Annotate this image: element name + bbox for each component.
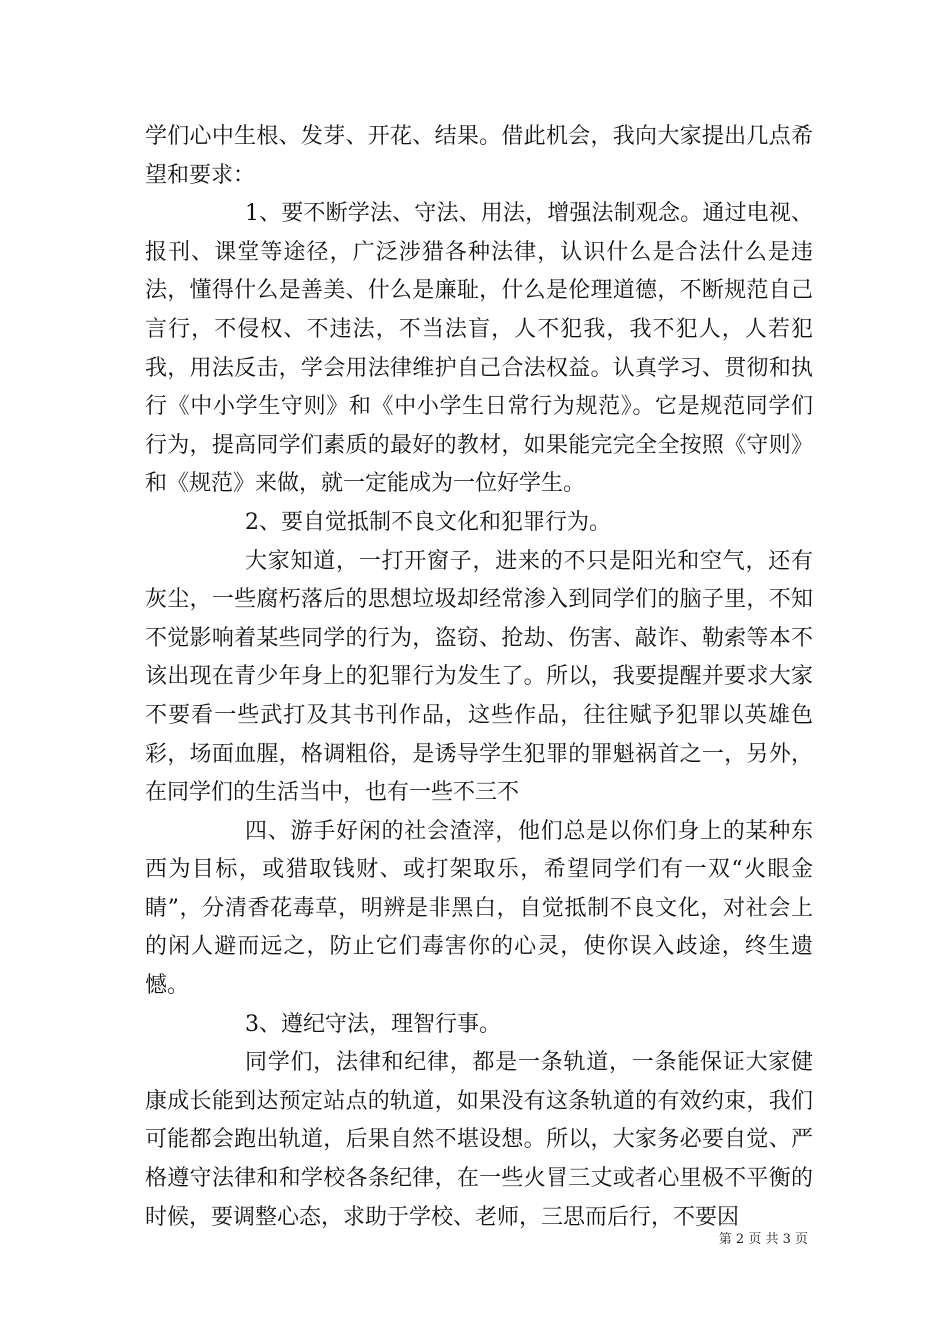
document-body [145, 118, 813, 1237]
paragraph-point-3-body: 同学们，法律和纪律，都是一条轨道，一条能保证大家健康成长能到达预定站点的轨道，如果没有这条轨道的有效约束，我们可能都会跑出轨道，后果自然不堪设想。所以，大家务必要自觉、严格遵守法律和和学校各条纪律，在一些火冒三丈或者心里极不平衡的时候，要调整心态，求助于学校、老师，三思而后行，不要因 [145, 1050, 813, 1230]
paragraph-point-3-heading: 3、遵纪守法，理智行事。 [245, 1011, 501, 1037]
paragraph-point-2-heading: 2、要自觉抵制不良文化和犯罪行为。 [245, 509, 611, 535]
page-number: 第 2 页 共 3 页 [718, 1232, 808, 1247]
paragraph-continuation: 学们心中生根、发芽、开花、结果。借此机会，我向大家提出几点希望和要求： [145, 124, 813, 188]
paragraph-point-2-body: 大家知道，一打开窗子，进来的不只是阳光和空气，还有灰尘，一些腐朽落后的思想垃圾却经常渗入到同学们的脑子里，不知不觉影响着某些同学的行为，盗窃、抢劫、伤害、敲诈、勒索等本不该出现在青少年身上的犯罪行为发生了。所以，我要提醒并要求大家不要看一些武打及其书刊作品，这些作品，往往赋予犯罪以英雄色彩，场面血腥，格调粗俗，是诱导学生犯罪的罪魁祸首之一，另外，在同学们的生活当中，也有一些不三不 [145, 548, 813, 806]
paragraph-point-1: 1、要不断学法、守法、用法，增强法制观念。通过电视、报刊、课堂等途径，广泛涉猎各种法律，认识什么是合法什么是违法，懂得什么是善美、什么是廉耻，什么是伦理道德，不断规范自己言行，不侵权、不违法，不当法盲，人不犯我，我不犯人，人若犯我，用法反击，学会用法律维护自己合法权益。认真学习、贯彻和执行《中小学生守则》和《中小学生日常行为规范》。它是规范同学们行为，提高同学们素质的最好的教材，如果能完完全全按照《守则》和《规范》来做，就一定能成为一位好学生。 [145, 201, 813, 497]
paragraph-point-2-continued: 四、游手好闲的社会渣滓，他们总是以你们身上的某种东西为目标，或猎取钱财、或打架取乐，希望同学们有一双“火眼金睛”，分清香花毒草，明辨是非黑白，自觉抵制不良文化，对社会上的闲人避而远之，防止它们毒害你的心灵，使你误入歧途，终生遗憾。 [145, 818, 813, 999]
